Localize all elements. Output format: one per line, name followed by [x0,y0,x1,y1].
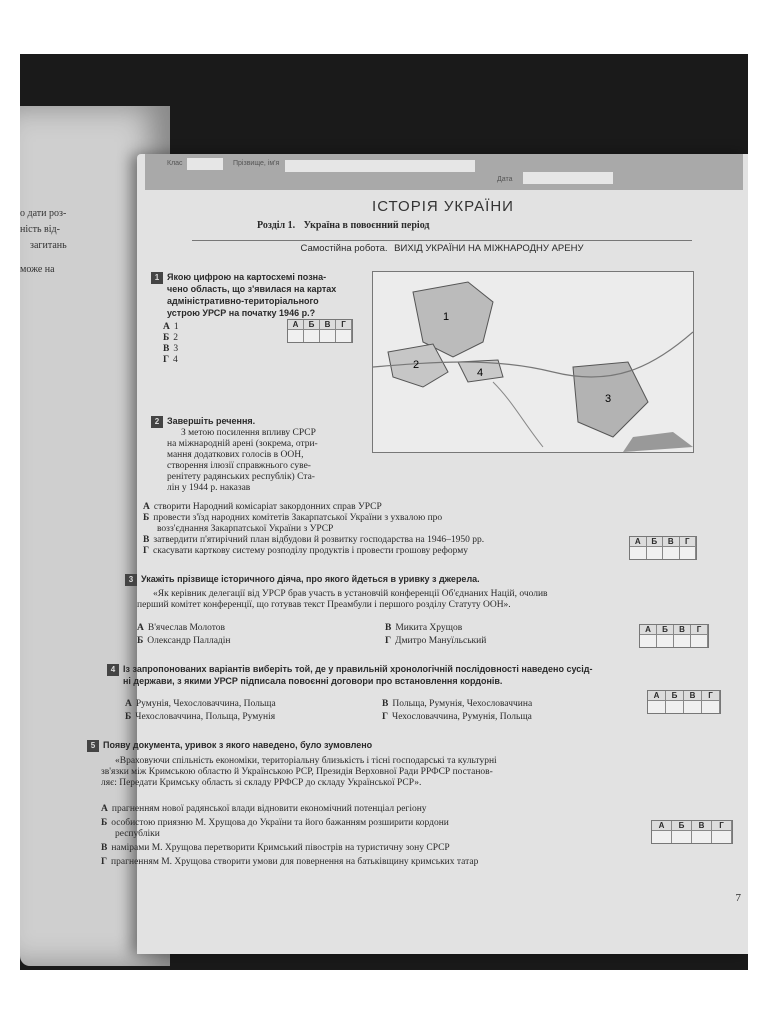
grid-letter: В [674,625,691,634]
grid-letter: Г [702,691,720,700]
q3-title: Укажіть прізвище історичного діяча, про якого йдеться в уривку з джерела. [141,574,480,585]
q5-quote-line: ляє: Передати Кримську область зі складу РРФСР до складу Української РСР». [101,778,422,789]
option [382,698,532,710]
answer-cell[interactable] [304,330,320,342]
option-letter: В [143,535,150,545]
answer-cell[interactable] [663,547,680,559]
grid-letter: Г [691,625,708,634]
option-letter: Б [137,636,144,646]
q2-line: З метою посилення впливу СРСР [181,428,316,439]
answer-cell[interactable] [336,330,352,342]
option [125,711,275,723]
answer-cell[interactable] [652,831,672,843]
q2-title: Завершіть речення. [167,416,256,427]
map-label: 4 [477,367,484,379]
option-text: республіки [115,829,160,839]
answer-grid-q2[interactable] [629,536,697,560]
option-text: возз'єднання Закарпатської України з УРСР [157,524,334,534]
option [385,622,462,634]
option-text: 4 [173,355,178,366]
grid-letter: В [663,537,680,546]
option-text: намірами М. Хрущова перетворити Кримський півострів на туристичну зону СРСР [111,843,450,853]
section-heading [257,220,429,231]
q4-title: ні держави, з якими УРСР підписала повоєнні договори про встановлення кордонів. [123,676,503,687]
option-letter: В [385,623,392,633]
answer-cell[interactable] [666,701,684,713]
worksheet-page [90,154,748,954]
q2-line: лін у 1944 р. наказав [167,483,251,494]
grid-letter: А [640,625,657,634]
q4-title: Із запропонованих варіантів виберіть той, де у правильній хронологічній послідовності наведено сусід- [123,664,593,675]
date-field[interactable] [523,172,613,184]
option-letter: Г [382,712,389,722]
grid-letter: В [692,821,712,830]
grid-letter: Г [336,320,352,329]
page-number: 7 [735,892,741,904]
option-text: 1 [173,322,179,333]
answer-cell[interactable] [288,330,304,342]
grid-letter: А [648,691,666,700]
option-letter: В [382,699,389,709]
option [101,818,621,829]
option [101,804,621,815]
option-letter: А [163,322,170,333]
section-name: Україна в повоєнний період [303,220,430,231]
option [137,622,225,634]
option-text: затвердити п'ятирічний план відбудови й розвитку господарства на 1946–1950 рр. [153,535,485,545]
name-label: Прізвище, ім'я [233,160,280,167]
q1-line: устрою УРСР на початку 1946 р.? [167,308,316,319]
option [143,502,623,513]
photo-frame [20,54,748,970]
option-letter: Б [101,818,108,828]
answer-grid-q3[interactable] [639,624,709,648]
q5-options [101,804,621,868]
option [125,698,276,710]
option-text: прагненням М. Хрущова створити умови для повернення на батьківщину кримських татар [111,857,479,867]
grid-letter: Б [647,537,664,546]
name-field[interactable] [285,160,475,172]
q2-line: на міжнародній арені (зокрема, отри- [167,439,318,450]
answer-cell[interactable] [702,701,720,713]
grid-letter: Г [712,821,732,830]
option [157,524,623,535]
option-text: Олександр Палладін [147,636,231,646]
option-letter: Б [163,333,170,344]
q2-options [143,502,623,557]
option-text: Румунія, Чехословаччина, Польща [135,699,276,709]
class-label: Клас [167,160,183,167]
answer-cell[interactable] [680,547,697,559]
option-text: створити Народний комісаріат закордонних справ УРСР [153,502,382,512]
answer-cell[interactable] [672,831,692,843]
option-letter: Б [143,513,150,523]
grid-letter: А [288,320,304,329]
answer-cell[interactable] [692,831,712,843]
left-line: ність від- [20,224,60,235]
option-letter: Г [385,636,392,646]
option-letter: А [125,699,132,709]
option-text: скасувати карткову систему розподілу продуктів і провести грошову реформу [153,546,468,556]
answer-grid-q1[interactable] [287,319,353,343]
left-line: може на [20,264,55,275]
answer-cell[interactable] [630,547,647,559]
option-text: Чехословаччина, Польща, Румунія [135,712,276,722]
option [115,829,621,840]
option-text: Дмитро Мануїльський [395,636,487,646]
option-text: прагненням нової радянської влади відновити економічний потенціал регіону [111,804,427,814]
option-letter: Г [163,355,170,366]
sea-shape [623,432,693,452]
option [163,344,366,355]
q1-line: чено область, що з'явилася на картах [167,284,337,295]
answer-cell[interactable] [657,635,674,647]
subsection-prefix: Самостійна робота. [300,243,388,254]
q2-line: ренітету радянських республік) Ста- [167,472,315,483]
grid-letter: Б [666,691,684,700]
grid-letter: Б [657,625,674,634]
option [143,513,623,524]
answer-cell[interactable] [320,330,336,342]
question-number: 3 [125,574,137,586]
answer-cell[interactable] [648,701,666,713]
q1-line: адміністративно-територіального [167,296,319,307]
q2-line: створення ілюзії справжнього суве- [167,461,311,472]
question-number: 1 [151,272,163,284]
question-number: 5 [87,740,99,752]
river-line [493,382,543,447]
q5-quote-line: «Враховуючи спільність економіки, територіальну близькість і тісні господарські та культурні [115,756,497,767]
class-field[interactable] [187,158,223,170]
question-number: 2 [151,416,163,428]
map-label: 3 [605,393,612,405]
option-text: Польща, Румунія, Чехословаччина [392,699,533,709]
grid-letter: Б [672,821,692,830]
map-label: 1 [443,311,450,323]
subsection-name: ВИХІД УКРАЇНИ НА МІЖНАРОДНУ АРЕНУ [394,243,584,254]
answer-cell[interactable] [674,635,691,647]
left-line: о дати роз- [20,208,67,219]
option [382,711,532,723]
grid-letter: А [652,821,672,830]
answer-cell[interactable] [684,701,702,713]
question-2 [151,416,376,494]
option-letter: Б [125,712,132,722]
grid-letter: Г [680,537,697,546]
option-letter: Г [101,857,108,867]
q3-quote-line: перший комітет конференції, що готував текст Преамбули і першого розділу Статуту ООН». [137,600,511,611]
grid-letter: А [630,537,647,546]
map-svg [373,272,693,452]
option [101,843,621,854]
q5-title: Появу документа, уривок з якого наведено, було зумовлено [103,740,373,751]
answer-cell[interactable] [647,547,664,559]
subsection-heading [192,240,692,254]
option-text: Микита Хрущов [395,623,463,633]
option [101,857,701,868]
option [385,635,486,647]
option-letter: В [163,344,170,355]
option-letter: Г [143,546,150,556]
answer-cell[interactable] [691,635,708,647]
q2-line: мання додаткових голосів в ООН, [167,450,304,461]
question-4 [107,664,727,688]
option [143,535,623,546]
question-number: 4 [107,664,119,676]
grid-letter: В [684,691,702,700]
page-title: ІСТОРІЯ УКРАЇНИ [372,198,514,215]
option [163,355,366,366]
option-text: 3 [173,344,179,355]
option-text: Чехословаччина, Румунія, Польща [392,712,532,722]
option-text: 2 [173,333,179,344]
q5-quote-line: зв'язки між Кримською областю й Українською РСР, Президія Верховної Ради РРФСР постанов- [101,767,493,778]
question-5 [87,740,727,789]
option-text: особистою приязню М. Хрущова до України та його бажанням розширити кордони [111,818,449,828]
left-line: загитань [30,240,67,251]
option [137,635,231,647]
answer-grid-q5[interactable] [651,820,733,844]
option-letter: А [137,623,144,633]
option [143,546,623,557]
option-text: В'ячеслав Молотов [147,623,226,633]
map-label: 2 [413,359,420,371]
section-prefix: Розділ 1. [257,220,296,231]
option-text: провести з'їзд народних комітетів Закарпатської України з ухвалою про [153,513,443,523]
q3-quote-line: «Як керівник делегації від УРСР брав участь в установчій конференції Об'єднаних Націй, очолив [153,589,548,600]
left-page-text [20,206,67,278]
option-letter: А [143,502,150,512]
answer-cell[interactable] [640,635,657,647]
answer-cell[interactable] [712,831,732,843]
grid-letter: Б [304,320,320,329]
option-letter: В [101,843,108,853]
question-3 [125,574,725,611]
q1-line: Якою цифрою на картосхемі позна- [167,272,327,283]
option-letter: А [101,804,108,814]
date-label: Дата [497,176,513,183]
answer-grid-q4[interactable] [647,690,721,714]
grid-letter: В [320,320,336,329]
header-bar [145,154,743,190]
map-figure [372,271,694,453]
